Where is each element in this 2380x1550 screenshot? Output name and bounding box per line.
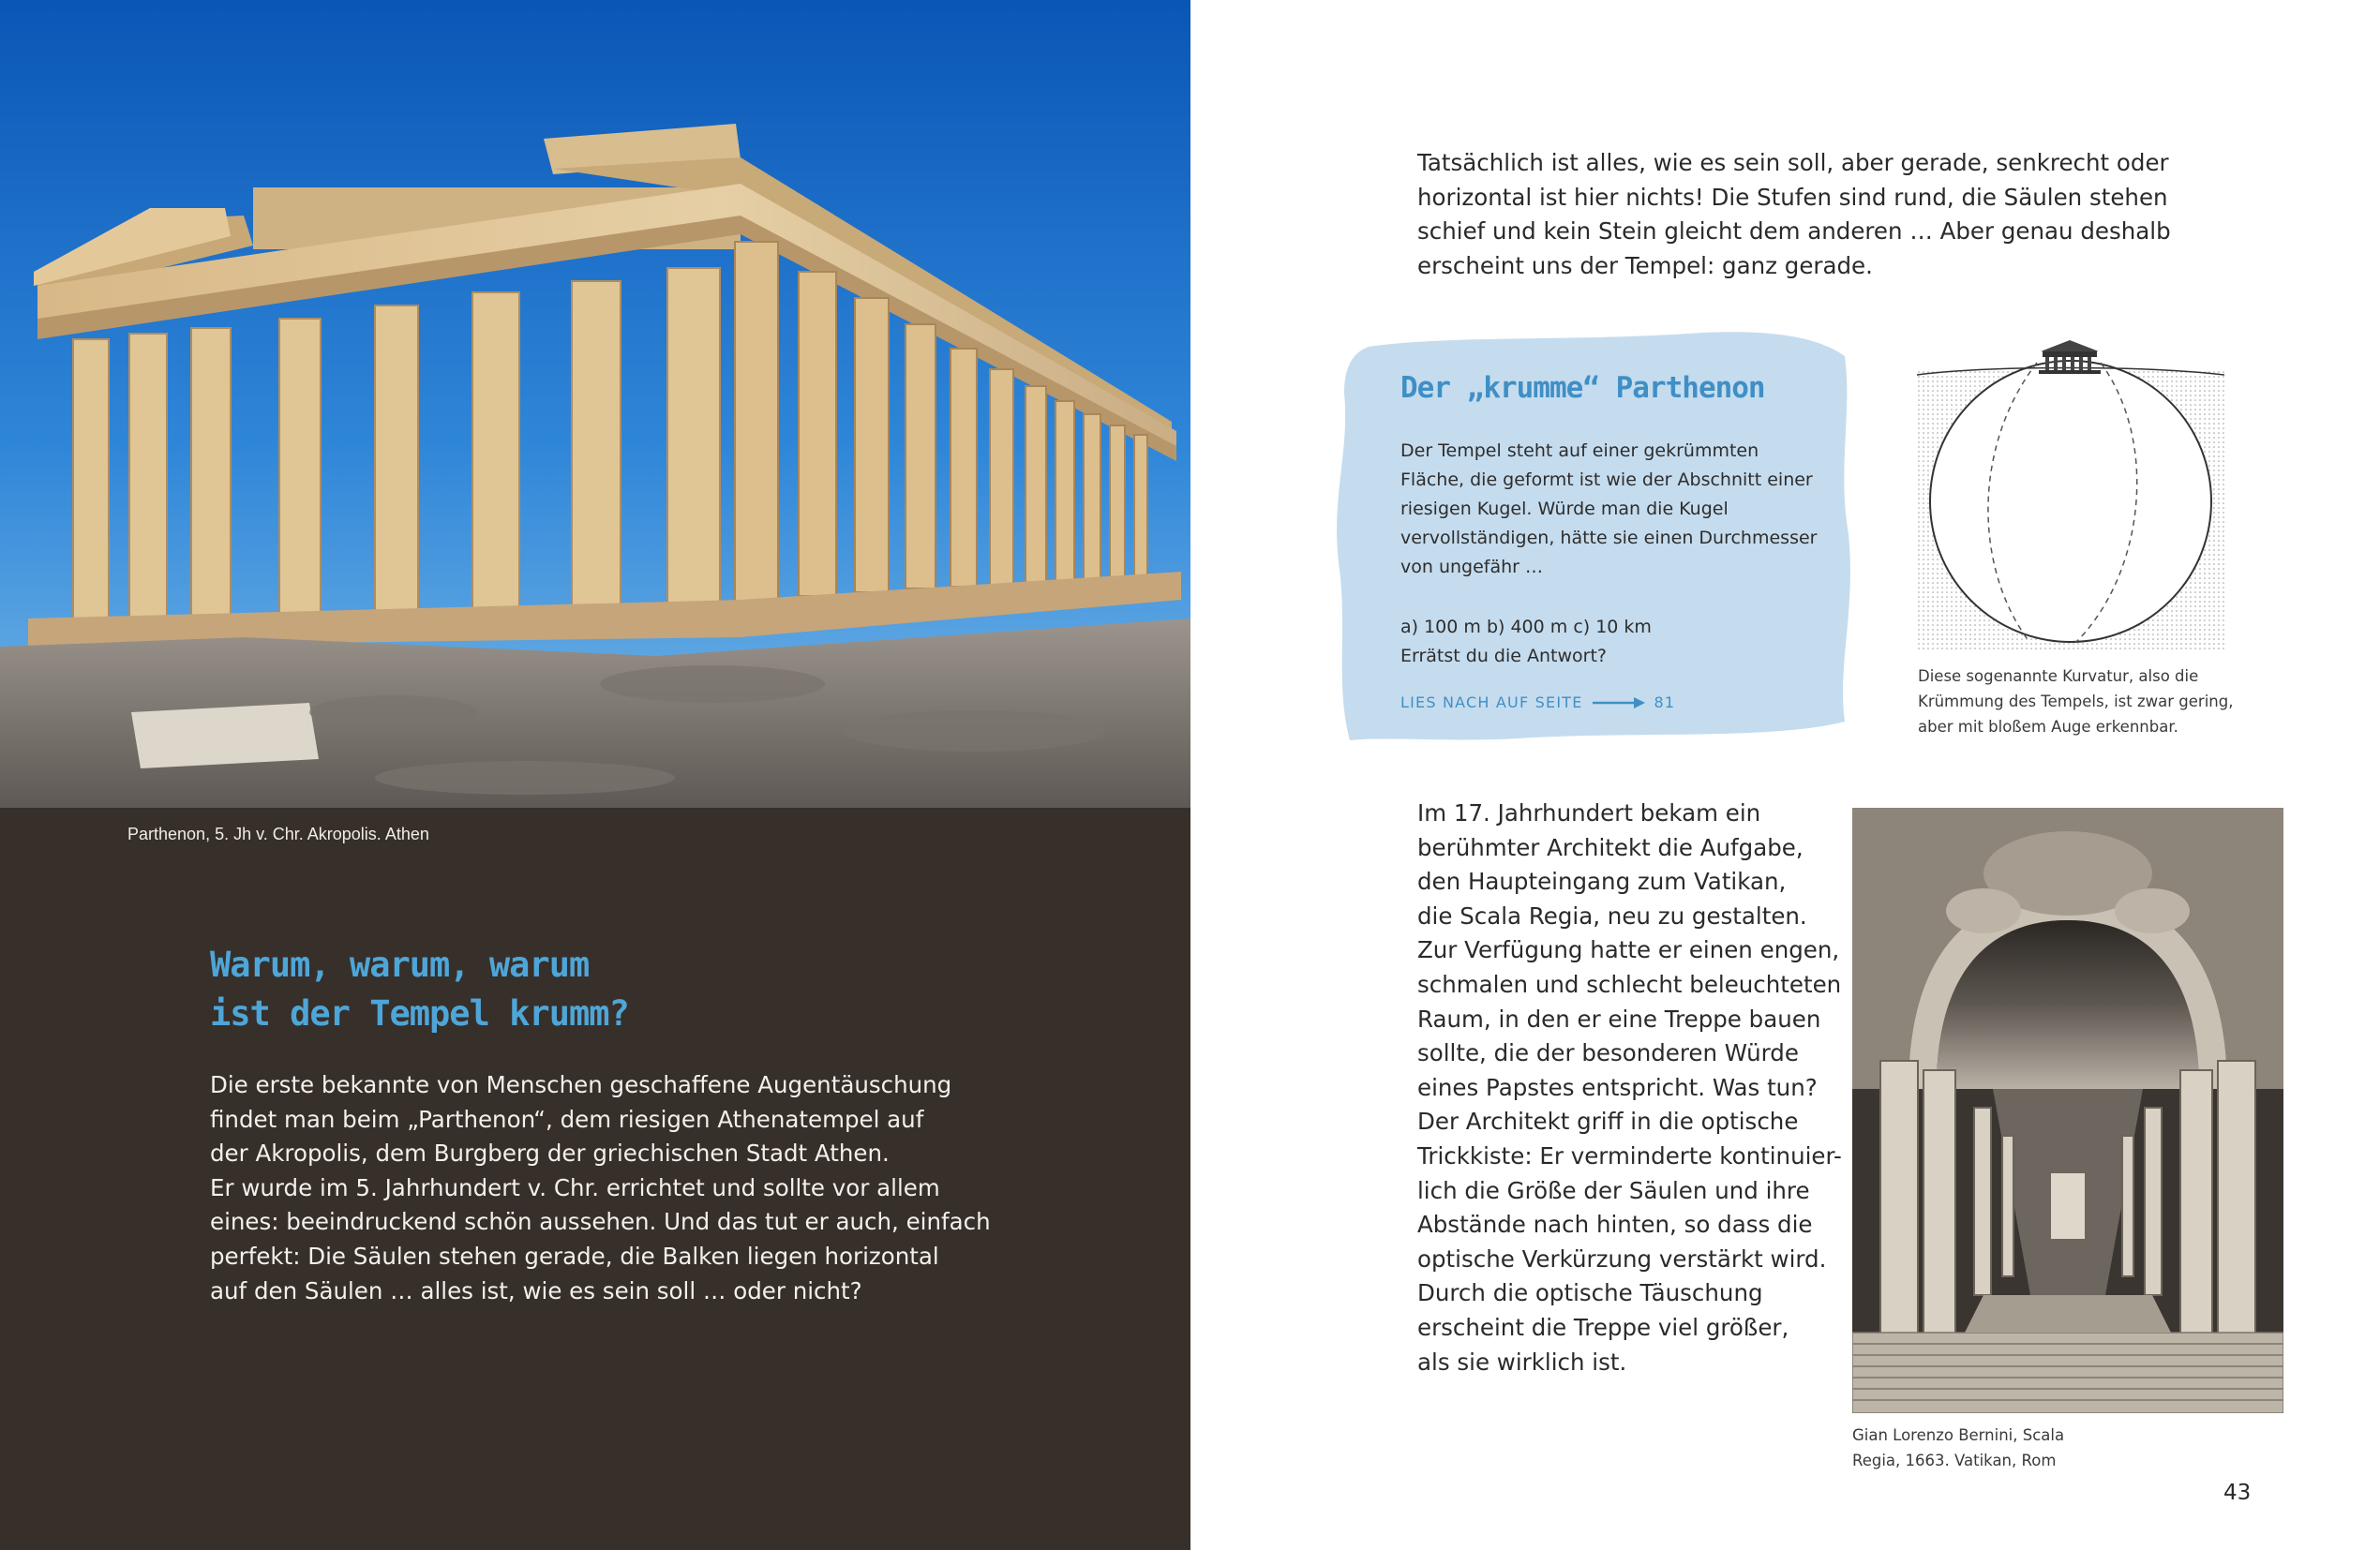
text-line: Fläche, die geformt ist wie der Abschnitt einer	[1400, 469, 1813, 490]
text-line: riesigen Kugel. Würde man die Kugel	[1400, 499, 1729, 519]
text-line: Im 17. Jahrhundert bekam ein	[1417, 799, 1761, 827]
text-line: Trickkiste: Er verminderte kontinuier-	[1417, 1141, 1842, 1170]
text-line: perfekt: Die Säulen stehen gerade, die Balken liegen horizontal	[210, 1242, 939, 1270]
text-line: Gian Lorenzo Bernini, Scala	[1852, 1426, 2065, 1444]
link-page-number: 81	[1654, 693, 1676, 711]
text-line: berühmter Architekt die Aufgabe,	[1417, 833, 1804, 861]
text-line: Die erste bekannte von Menschen geschaffene Augentäuschung	[210, 1071, 952, 1098]
scala-regia-text	[1417, 797, 1842, 1379]
text-line: Tatsächlich ist alles, wie es sein soll, aber gerade, senkrecht oder	[1417, 149, 2169, 176]
text-line: findet man beim „Parthenon“, dem riesigen Athenatempel auf	[210, 1105, 924, 1133]
sphere-caption	[1918, 663, 2233, 739]
text-line: auf den Säulen … alles ist, wie es sein soll … oder nicht?	[210, 1276, 862, 1304]
text-line: Raum, in den er eine Treppe bauen	[1417, 1005, 1821, 1033]
heading-line: Warum, warum, warum	[210, 945, 590, 985]
text-line: horizontal ist hier nichts! Die Stufen sind rund, die Säulen stehen	[1417, 183, 2168, 211]
text-line: Er wurde im 5. Jahrhundert v. Chr. errichtet und sollte vor allem	[210, 1173, 940, 1201]
text-line: Abstände nach hinten, so dass die	[1417, 1211, 1813, 1239]
text-line: der Akropolis, dem Burgberg der griechischen Stadt Athen.	[210, 1140, 890, 1168]
text-line: schmalen und schlecht beleuchteten	[1417, 970, 1842, 998]
text-line: eines Papstes entspricht. Was tun?	[1417, 1073, 1818, 1101]
text-line: Zur Verfügung hatte er einen engen,	[1417, 936, 1840, 964]
scala-regia-photo	[1852, 808, 2283, 1413]
arrow-right-icon	[1593, 696, 1645, 709]
text-line: erscheint uns der Tempel: ganz gerade.	[1417, 251, 1873, 279]
answer-options: a) 100 m b) 400 m c) 10 km	[1400, 617, 1652, 637]
quiz-text	[1400, 437, 1817, 582]
quiz-title: Der „krumme“ Parthenon	[1400, 371, 1765, 405]
page-number: 43	[2223, 1481, 2252, 1505]
right-page	[1190, 0, 2380, 1550]
quiz-question: Errätst du die Antwort?	[1400, 646, 1607, 666]
text-line: schief und kein Stein gleicht dem anderen … Aber genau deshalb	[1417, 217, 2171, 246]
text-line: optische Verkürzung verstärkt wird.	[1417, 1244, 1827, 1273]
page-reference-link[interactable]	[1400, 693, 1675, 711]
scala-caption	[1852, 1423, 2064, 1473]
text-line: vervollständigen, hätte sie einen Durchmesser	[1400, 528, 1818, 548]
text-line: erscheint die Treppe viel größer,	[1417, 1313, 1789, 1341]
parthenon-photo	[0, 0, 1190, 808]
photo-caption: Parthenon, 5. Jh v. Chr. Akropolis. Athen	[127, 825, 429, 843]
text-line: Regia, 1663. Vatikan, Rom	[1852, 1452, 2057, 1469]
text-line: aber mit bloßem Auge erkennbar.	[1918, 718, 2178, 736]
text-line: von ungefähr …	[1400, 557, 1544, 577]
text-line: eines: beeindruckend schön aussehen. Und das tut er auch, einfach	[210, 1208, 991, 1236]
body-text	[210, 1068, 991, 1308]
text-line: als sie wirklich ist.	[1417, 1348, 1627, 1376]
text-line: sollte, die der besonderen Würde	[1417, 1039, 1799, 1067]
text-line: den Haupteingang zum Vatikan,	[1417, 868, 1787, 896]
text-line: lich die Größe der Säulen und ihre	[1417, 1176, 1810, 1204]
text-line: Durch die optische Täuschung	[1417, 1279, 1763, 1307]
text-line: Diese sogenannte Kurvatur, also die	[1918, 667, 2199, 685]
text-line: Krümmung des Tempels, ist zwar gering,	[1918, 693, 2234, 710]
section-heading	[210, 941, 629, 1038]
text-line: die Scala Regia, neu zu gestalten.	[1417, 902, 1807, 930]
heading-line: ist der Tempel krumm?	[210, 993, 629, 1034]
text-line: Der Tempel steht auf einer gekrümmten	[1400, 440, 1759, 461]
intro-text	[1417, 146, 2171, 283]
quiz-answers	[1400, 613, 1652, 671]
text-line: Der Architekt griff in die optische	[1417, 1108, 1799, 1136]
sphere-illustration	[1917, 333, 2224, 651]
link-label: LIES NACH AUF SEITE	[1400, 693, 1583, 711]
